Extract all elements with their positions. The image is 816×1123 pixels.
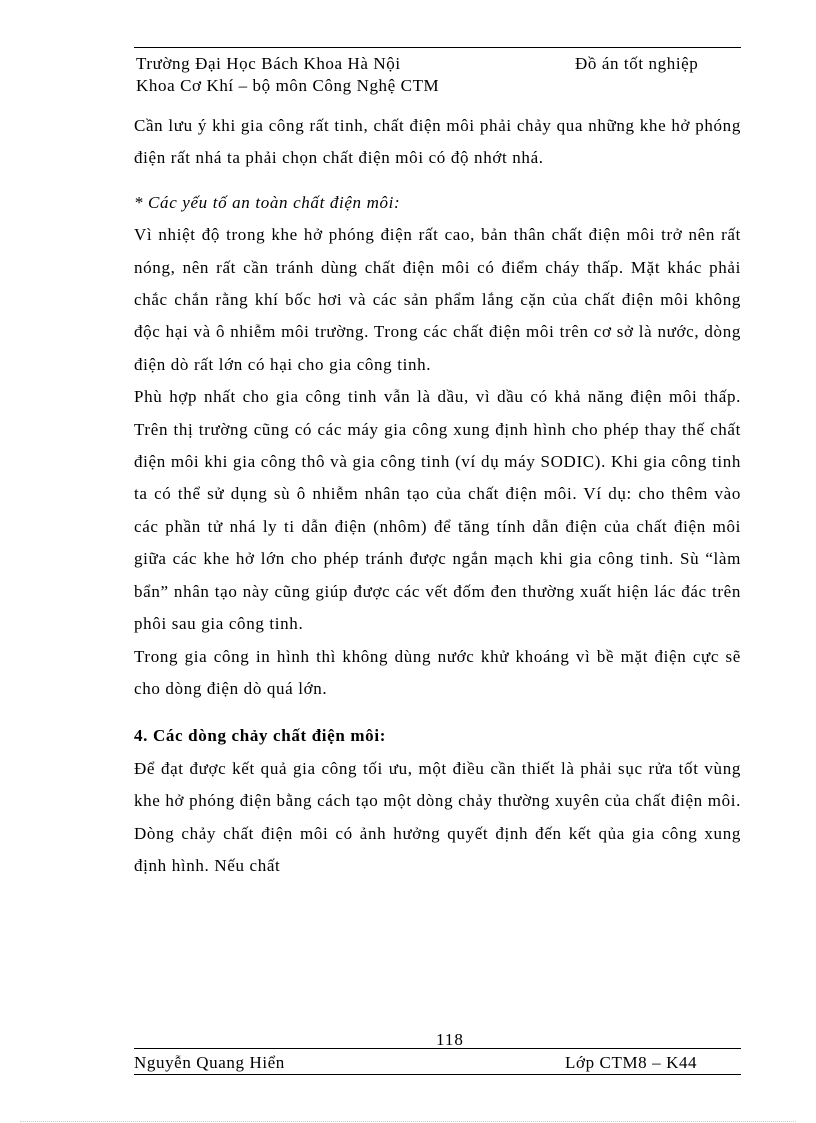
paragraph-1: Cần lưu ý khi gia công rất tinh, chất điện môi phải chảy qua những khe hở phóng điện rất nhá ta phải chọn chất điện môi có độ nhớt nhá. [134,116,741,168]
section-heading: 4. Các dòng chảy chất điện môi: [134,726,387,746]
header-doc-type: Đồ án tốt nghiệp [575,54,699,73]
paragraph-3: Phù hợp nhất cho gia công tinh vẫn là dầu, vì dầu có khả năng điện môi thấp. Trên thị trường cũng có các máy gia công xung định hình cho phép thay thế chất điện môi khi gia công thô và gia công tinh (ví dụ máy SODIC). Khi gia công tinh ta có thể sử dụng sù ô nhiễm nhân tạo của chất điện môi. Ví dụ: cho thêm vào các phần tử nhá ly ti dẫn điện (nhôm) để tăng tính dẫn điện của chất điện môi giữa các khe hở lớn cho phép tránh được ngắn mạch khi gia công tinh. Sù “làm bẩn” nhân tạo này cũng giúp được các vết đốm đen thường xuất hiện lác đác trên phôi sau gia công tinh. [134,387,741,634]
header-top-rule [134,47,741,48]
footer-class: Lớp CTM8 – K44 [565,1053,698,1072]
paragraph-4: Trong gia công in hình thì không dùng nước khử khoáng vì bề mặt điện cực sẽ cho dòng điện dò quá lớn. [134,646,741,698]
footer-bottom-rule [134,1074,741,1075]
footer-top-rule [134,1048,741,1049]
paragraph-2: Vì nhiệt độ trong khe hở phóng điện rất cao, bản thân chất điện môi trở nên rất nóng, nên rất cần tránh dùng chất điện môi có điểm cháy thấp. Mặt khác phải chắc chắn rằng khí bốc hơi và các sản phẩm lắng cặn của chất điện môi không độc hại và ô nhiễm môi trường. Trong các chất điện môi trên cơ sở là nước, dòng điện dò rất lớn có hại cho gia công tinh. [134,225,741,374]
paragraph-5: Để đạt được kết quả gia công tối ưu, một điều cần thiết là phải sục rửa tốt vùng khe hở phóng điện bằng cách tạo một dòng chảy thường xuyên của chất điện môi. Dòng chảy chất điện môi có ảnh hưởng quyết định đến kết qủa gia công xung định hình. Nếu chất [134,758,741,875]
header-faculty: Khoa Cơ Khí – bộ môn Công Nghệ CTM [136,76,440,95]
footer-author: Nguyễn Quang Hiển [134,1053,285,1072]
page-edge-dotted-line [20,1121,796,1122]
header-university: Trường Đại Học Bách Khoa Hà Nội [136,54,401,73]
italic-subheading: * Các yếu tố an toàn chất điện môi: [134,192,401,212]
page-number: 118 [436,1030,464,1049]
page-body [134,110,741,882]
